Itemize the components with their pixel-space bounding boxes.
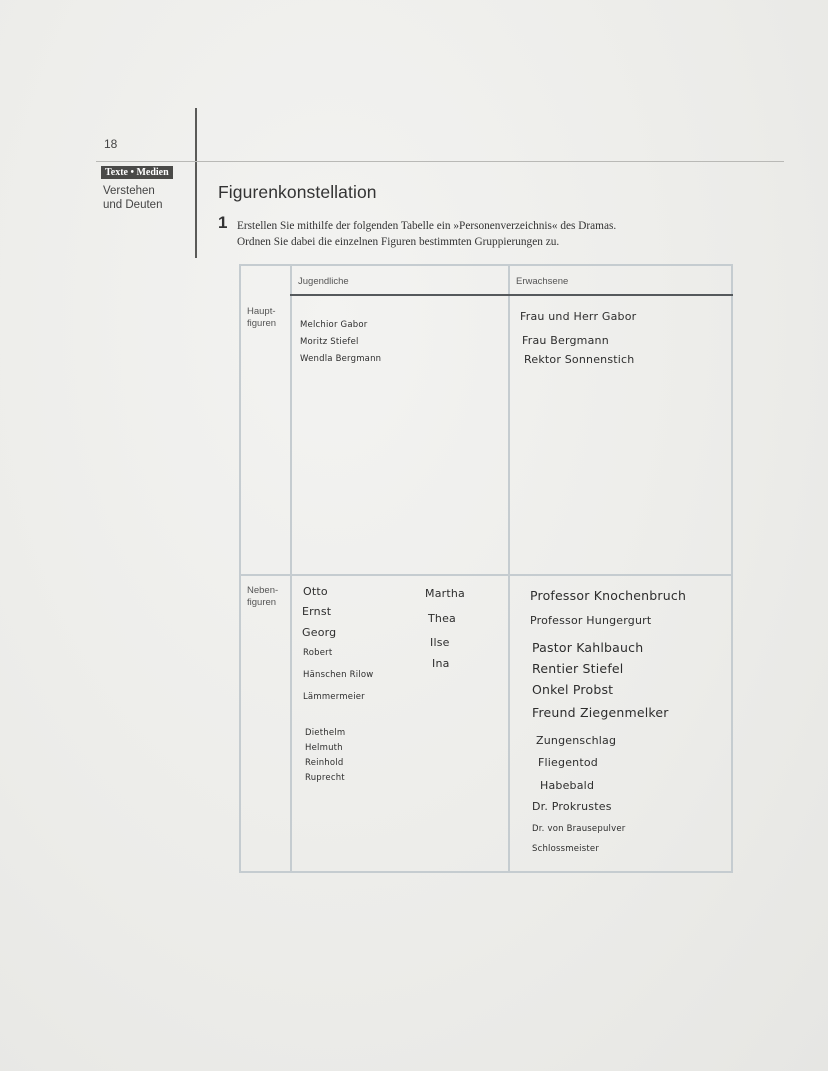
handwritten-entry: Thea — [428, 612, 456, 625]
handwritten-entry: Ina — [432, 657, 450, 670]
task-line-1: Erstellen Sie mithilfe der folgenden Tabelle ein »Personenverzeichnis« des Dramas. — [237, 220, 617, 232]
margin-rule — [195, 108, 197, 258]
handwritten-entry: Robert — [303, 648, 333, 658]
handwritten-entry: Reinhold — [305, 758, 344, 768]
row-label-hauptfiguren — [247, 306, 276, 330]
row-label-nebenfiguren-line1: Neben- — [247, 585, 279, 596]
handwritten-entry: Georg — [302, 626, 337, 639]
handwritten-entry: Dr. von Brausepulver — [532, 824, 626, 834]
row-divider — [239, 574, 733, 576]
row-label-nebenfiguren-line2: figuren — [247, 597, 277, 608]
handwritten-entry: Dr. Prokrustes — [532, 800, 612, 813]
column-divider-2 — [508, 264, 510, 873]
series-tag: Texte • Medien — [101, 166, 173, 179]
handwritten-entry: Rektor Sonnenstich — [524, 353, 635, 366]
handwritten-entry: Habebald — [540, 779, 595, 792]
header-underline — [290, 294, 733, 296]
task-number: 1 — [218, 213, 228, 232]
series-subtitle-line2: und Deuten — [103, 199, 163, 211]
handwritten-entry: Moritz Stiefel — [300, 337, 359, 347]
column-header-jugendliche: Jugendliche — [298, 276, 349, 287]
handwritten-entry: Fliegentod — [538, 756, 598, 769]
table-bottom-border — [239, 871, 733, 873]
handwritten-entry: Frau und Herr Gabor — [520, 310, 637, 323]
task-instruction — [218, 213, 738, 250]
handwritten-entry: Diethelm — [305, 728, 346, 738]
handwritten-entry: Onkel Probst — [532, 682, 614, 697]
row-label-nebenfiguren — [247, 585, 278, 609]
handwritten-entry: Martha — [425, 587, 465, 600]
handwritten-entry: Melchior Gabor — [300, 320, 368, 330]
row-label-hauptfiguren-line1: Haupt- — [247, 306, 276, 317]
table-left-border — [239, 264, 241, 873]
handwritten-entry: Lämmermeier — [303, 692, 365, 702]
handwritten-entry: Ilse — [430, 636, 450, 649]
table-top-border — [239, 264, 733, 266]
handwritten-entry: Professor Knochenbruch — [530, 588, 687, 603]
handwritten-entry: Ernst — [302, 605, 332, 618]
series-subtitle-line1: Verstehen — [103, 185, 155, 197]
table-right-border — [731, 264, 733, 873]
page-number: 18 — [104, 137, 118, 151]
column-header-erwachsene: Erwachsene — [516, 276, 569, 287]
handwritten-entry: Wendla Bergmann — [300, 354, 382, 364]
handwritten-entry: Rentier Stiefel — [532, 661, 624, 676]
handwritten-entry: Hänschen Rilow — [303, 670, 374, 680]
handwritten-entry: Professor Hungergurt — [530, 614, 652, 627]
handwritten-entry: Schlossmeister — [532, 844, 600, 854]
handwritten-entry: Zungenschlag — [536, 734, 617, 747]
handwritten-entry: Otto — [303, 585, 328, 598]
column-divider-1 — [290, 264, 292, 873]
handwritten-entry: Pastor Kahlbauch — [532, 640, 644, 655]
handwritten-entry: Freund Ziegenmelker — [532, 705, 669, 720]
handwritten-entry: Frau Bergmann — [522, 334, 609, 347]
row-label-hauptfiguren-line2: figuren — [247, 318, 277, 329]
handwritten-entry: Helmuth — [305, 743, 343, 753]
series-subtitle — [103, 184, 162, 212]
section-title: Figurenkonstellation — [218, 182, 377, 202]
task-line-2: Ordnen Sie dabei die einzelnen Figuren bestimmten Gruppierungen zu. — [237, 236, 560, 248]
handwritten-entry: Ruprecht — [305, 773, 345, 783]
header-rule — [96, 161, 784, 162]
